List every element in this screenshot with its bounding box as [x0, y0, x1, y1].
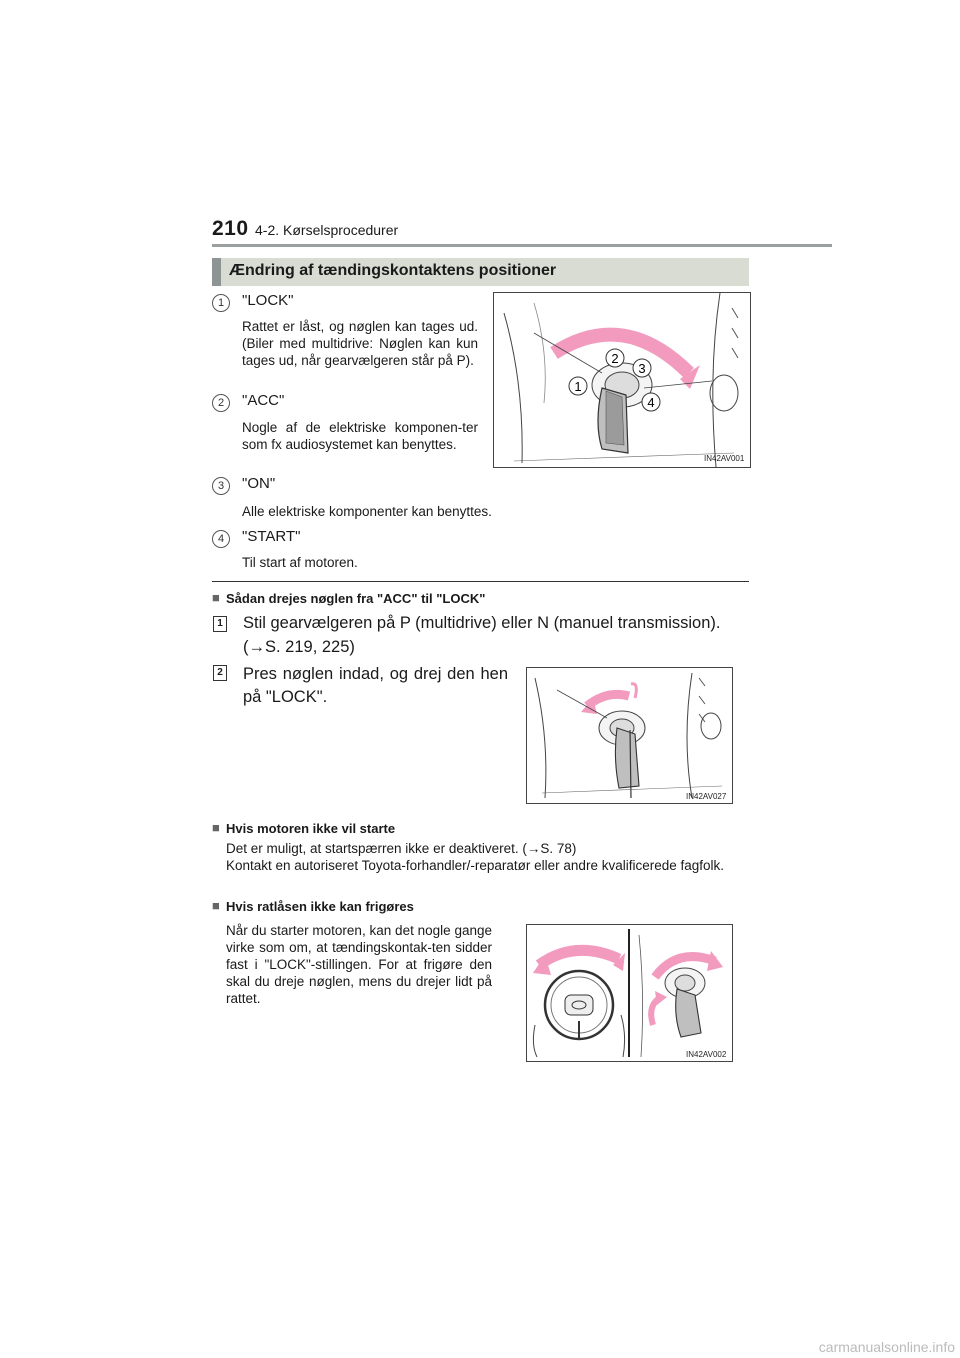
step-number-1: 1 [213, 616, 227, 632]
figure-callout-label-1: 1 [574, 379, 582, 394]
section-separator [212, 581, 749, 582]
step-1-ref: (→S. 219, 225) [243, 638, 355, 656]
position-start-title: "START" [242, 528, 301, 545]
no-start-line-1: Det er muligt, at startspærren ikke er deaktiveret. (→S. 78) [226, 841, 577, 856]
step-number-2: 2 [213, 665, 227, 681]
step-1-text: Stil gearvælgeren på P (multidrive) eller N (manuel transmission). [243, 614, 721, 632]
steering-lock-release-figure [526, 924, 733, 1062]
position-lock-title: "LOCK" [242, 292, 294, 309]
figure-callout-label-3: 3 [638, 361, 646, 376]
bullet-square-icon: ■ [212, 820, 220, 835]
callout-number-1: 1 [212, 294, 230, 312]
header-rule [212, 244, 832, 247]
step-2-text: Pres nøglen indad, og drej den hen på "LOCK". [243, 665, 508, 706]
position-on-desc: Alle elektriske komponenter kan benyttes. [242, 504, 492, 519]
figure-code: IN42AV001 [704, 454, 745, 463]
lock-release-text: Når du starter motoren, kan det nogle gange virke som om, at tændingskontak-ten sidder fast i "LOCK"-stillingen. For at frigøre den skal du dreje nøglen, mens du drejer lidt på rattet. [226, 923, 492, 1006]
no-start-heading: Hvis motoren ikke vil starte [226, 821, 396, 836]
turn-key-to-lock-figure [526, 667, 733, 804]
section-band-bar [212, 258, 221, 286]
position-acc-desc: Nogle af de elektriske komponen-ter som fx audiosystemet kan benyttes. [242, 420, 478, 452]
bullet-square-icon: ■ [212, 898, 220, 913]
page-number: 210 [212, 217, 249, 240]
acc-to-lock-heading: Sådan drejes nøglen fra "ACC" til "LOCK" [226, 591, 486, 606]
callout-number-2: 2 [212, 394, 230, 412]
position-acc-title: "ACC" [242, 392, 285, 409]
figure-callout-label-2: 2 [611, 351, 619, 366]
no-start-line-2: Kontakt en autoriseret Toyota-forhandler/-reparatør eller andre kvalificerede fagfolk. [226, 858, 725, 873]
watermark: carmanualsonline.info [818, 1339, 955, 1355]
figure-callout-label-4: 4 [647, 395, 655, 410]
position-start-desc: Til start af motoren. [242, 555, 358, 570]
bullet-square-icon: ■ [212, 590, 220, 605]
callout-number-3: 3 [212, 477, 230, 495]
section-band-title: Ændring af tændingskontaktens positioner [229, 262, 557, 279]
lock-release-heading: Hvis ratlåsen ikke kan frigøres [226, 899, 414, 914]
position-on-title: "ON" [242, 475, 276, 492]
figure-code: IN42AV027 [686, 792, 727, 801]
section-title: 4-2. Kørselsprocedurer [255, 222, 399, 238]
callout-number-4: 4 [212, 530, 230, 548]
figure-code: IN42AV002 [686, 1050, 727, 1059]
ignition-positions-figure [493, 292, 751, 468]
position-lock-desc: Rattet er låst, og nøglen kan tages ud. (Biler med multidrive: Nøglen kan kun tages ud, når gearvælgeren står på P). [242, 319, 478, 368]
